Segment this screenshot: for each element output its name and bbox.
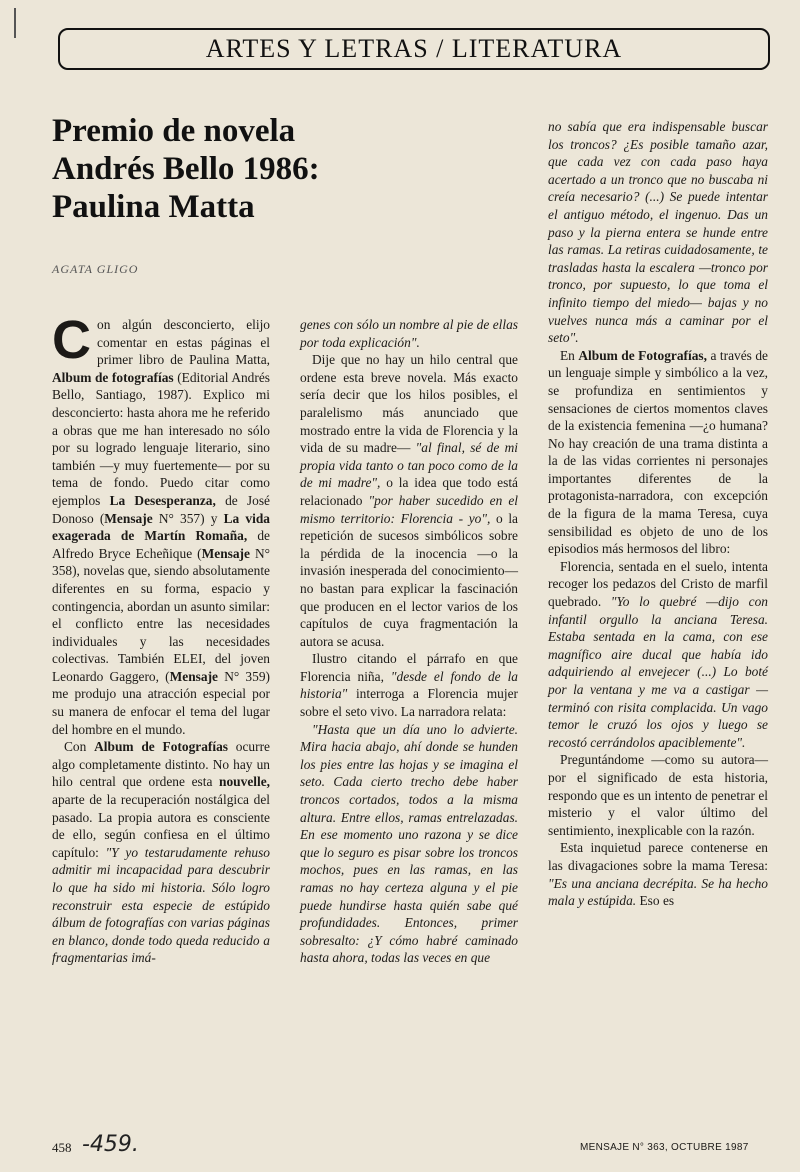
paragraph [52,310,271,738]
book-title: La Desesperanza, [109,492,216,508]
text: aparte de la recuperación nostálgica del pasado. La propia autora es consciente de ello, según confiesa en el último capítulo: [52,792,270,860]
headline-line-3: Paulina Matta [52,189,255,225]
journal-ref: Mensaje [201,545,250,561]
quote: "Hasta que un día uno lo advierte. Mira hacia abajo, ahí donde se hunden los pies entre las hojas y se imagina el seto. Cada cierto trecho debe haber troncos cortados, todos a la misma altura. Entre ellos, ramas entrelazadas. En ese momento uno razona y se dice que lo seguro es pisar sobre los troncos mochos, pues en las ramas, en las ramas no hay certeza alguna y el pie puede hundirse hasta quién sabe qué profundidades. Entonces, primer sobresalto: ¿Y cómo habré caminado hasta ahora, todas las veces en que [300,721,518,966]
byline: AGATA GLIGO [52,262,139,276]
paragraph [300,316,518,351]
text: N° 358), novelas que, siendo absolutamente diferentes en su forma, espacio y contingencia, abordan un asunto similar: el conflicto entre las necesidades individuales y las necesidades colectivas. También ELEI, del joven Leonardo Gaggero, ( [52,545,271,684]
headline-line-1: Premio de novela [52,113,296,149]
text: Con [64,739,95,755]
quote: "al final, sé de mi propia vida tanto o tan poco como de la de mi madre", [300,440,519,491]
paragraph [300,650,518,720]
journal-ref: Mensaje [104,510,153,526]
paragraph [548,558,768,752]
text: Ilustro citando el párrafo en que Florencia niña, [300,651,518,684]
quote: genes con sólo un nombre al pie de ellas por toda explicación". [300,317,518,350]
journal-ref: Mensaje [169,668,218,684]
text: N° 357) y [152,510,224,526]
paragraph [548,839,768,909]
margin-mark [14,8,16,38]
column-1 [52,310,271,967]
quote: "Y yo testarudamente rehuso admitir mi incapacidad para descubrir lo que ha sido mi historia. Sólo logro reconstruir esta especie de estúpido álbum de fotografías con varias páginas en blanco, donde todo queda reducido a fragmentarias imá- [52,844,270,966]
book-title: Album de Fotografías, [578,347,707,363]
text: (Editorial Andrés Bello, Santiago, 1987). Explico mi desconcierto: hasta ahora me he referido a obras que me han interesado no sólo por su logrado lenguaje literario, sino también —y muy fuertemente— por su tema de fondo. Puedo citar como ejemplos [52,369,270,508]
text: Preguntándome —como su autora— por el significado de esta historia, respondo que es un intento de penetrar el misterio y el valor último del sentimiento, inexplicable con la razón. [548,752,768,838]
text: de José Donoso ( [52,492,270,526]
quote: "desde el fondo de la historia" [300,668,518,702]
paragraph [548,118,768,347]
headline-line-2: Andrés Bello 1986: [52,151,320,187]
paragraph [300,721,518,967]
book-title: Album de fotografías [52,369,174,385]
column-2 [300,316,518,967]
book-title: Album de Fotografías [94,739,228,755]
text: Dije que no hay un hilo central que ordene esta breve novela. Más exacto sería decir que los hilos posibles, el paralelismo más anunciado que mostrado entre la vida de Florencia y la vida de su madre— [300,352,518,456]
journal-footer: MENSAJE N° 363, OCTUBRE 1987 [580,1142,749,1153]
text: En [560,347,579,363]
book-title: La vida exagerada de Martín Romaña, [52,510,270,544]
quote: "por haber sucedido en el mismo territorio: Florencia - yo", [300,492,518,526]
drop-cap: C [52,310,91,370]
column-3 [548,118,768,910]
paragraph [300,351,518,650]
term: nouvelle, [219,774,270,790]
text: ocurre algo completamente distinto. No hay un hilo central que ordene esta [52,739,270,790]
text: Esta inquietud parece contenerse en las divagaciones sobre la mama Teresa: [548,840,768,873]
text: interroga a Florencia mujer sobre el seto vivo. La narradora relata: [300,686,518,720]
text: Florencia, sentada en el suelo, intenta recoger los pedazos del Cristo de marfil quebrado. [548,558,768,610]
headline [52,112,492,226]
page-number: 458 [52,1140,72,1155]
text: N° 359) me produjo una atracción especial por su manera de enfocar el tema del lugar del hombre en el mundo. [52,668,270,737]
text: a través de un lenguaje simple y simbólico a la vez, se profundiza en sentimientos y sensaciones de ciertos momentos claves de la existencia femenina —¿o humana? No hay creación de una trama distinta a la de las vidas corrientes ni personajes importantes diferentes de la protagonista-narradora, con excepción de la figura de la mama Teresa, cuya sensibilidad es objeto de uno de los episodios más hermosos del libro: [548,347,768,557]
paragraph [548,751,768,839]
quote: "Es una anciana decrépita. Se ha hecho mala y estúpida. [548,875,768,909]
text: Eso es [636,893,675,909]
quote: "Yo lo quebré —dijo con infantil orgullo la anciana Teresa. Estaba sentada en la cama, con ese magnífico aire ducal que había ido adquiriendo al envejecer (...) Lo boté por la ventana y me va a castigar —terminó con risita complacida. Un vago temor le cruzó los ojos y luego se recostó cerrándolos apaciblemente". [548,594,768,750]
text: o la repetición de sucesos simbólicos sobre la pérdida de la inocencia —o la invasión inesperada del conocimiento— no bastan para explicar la fascinación que producen en el lector varios de los capítulos de cuya fragmentación la autora se acusa. [300,510,518,649]
text: on algún desconcierto, elijo comentar en estas páginas el primer libro de Paulina Matta, [97,317,270,368]
text: de Alfredo Bryce Echeñique ( [52,528,270,561]
text: o la idea que todo está relacionado [300,475,518,508]
paragraph [52,738,270,967]
quote: no sabía que era indispensable buscar los troncos? ¿Es posible tamaño azar, que cada vez con cada paso haya acertado a un tronco que no buscaba ni creía necesario? (...) Se puede intentar el antiguo método, el ingenuo. Das un paso y la pierna entera se hunde entre las ramas. La retiras cuidadosamente, te trasladas hasta la escalera —tronco por tronco, por supuesto, lo que toma el infinito tiempo del miedo— bajas y no vuelves nunca más a caminar por el seto". [548,119,768,346]
section-banner: ARTES Y LETRAS / LITERATURA [58,28,770,70]
paragraph [548,347,768,558]
handwritten-page-number: -459. [82,1132,139,1157]
